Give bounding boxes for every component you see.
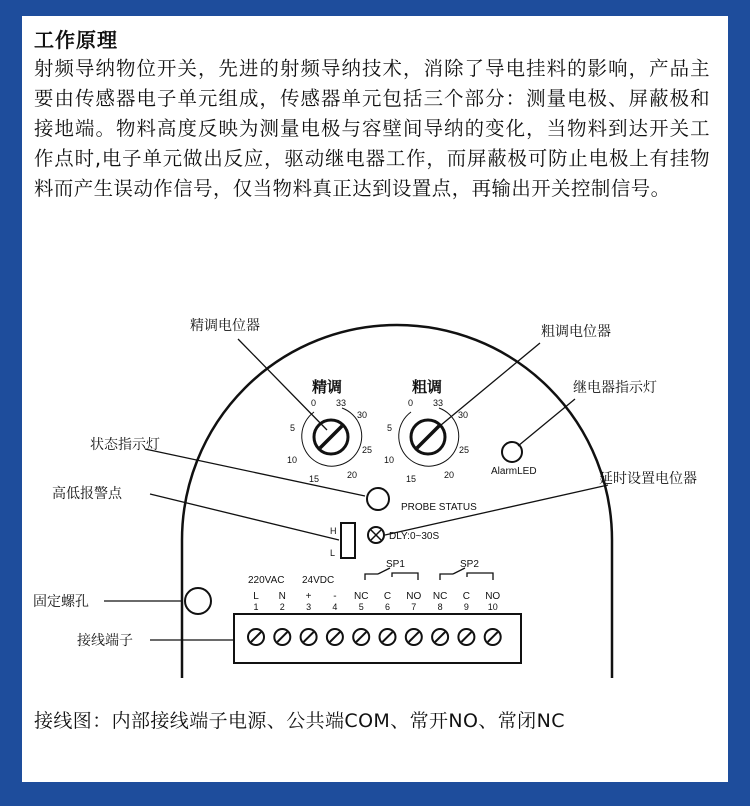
- callout-coarse-pot: 粗调电位器: [541, 324, 611, 340]
- delay-pot: [368, 527, 384, 543]
- probe-status-led: [367, 488, 389, 510]
- terminal-label: NO: [406, 591, 422, 602]
- terminal-screw-slot: [383, 632, 393, 642]
- coarse-scale-label: 30: [458, 410, 469, 420]
- terminal-6: [380, 591, 396, 645]
- terminal-screw-slot: [304, 632, 314, 642]
- terminal-8: [432, 591, 448, 645]
- housing-outline: [182, 325, 612, 678]
- mount-hole: [185, 588, 211, 614]
- fine-scale-label: 10: [287, 455, 298, 465]
- terminal-4: [327, 591, 343, 645]
- terminal-screw-slot: [461, 632, 471, 642]
- coarse-scale-label: 25: [459, 445, 470, 455]
- h-label: H: [330, 526, 337, 536]
- terminal-screw-slot: [356, 632, 366, 642]
- terminal-number: 6: [384, 602, 391, 612]
- coarse-scale-label: 10: [384, 455, 395, 465]
- callout-mount-hole: 固定螺孔: [33, 594, 89, 610]
- terminal-label: N: [278, 591, 286, 602]
- callout-hl-alarm: 高低报警点: [52, 486, 122, 502]
- terminal-label: -: [333, 591, 337, 602]
- sp1-label: SP1: [386, 559, 405, 570]
- fine-scale-label: 30: [357, 410, 368, 420]
- description-paragraph: 射频导纳物位开关，先进的射频导纳技术，消除了导电挂料的影响，产品主要由传感器电子单元组成，传感器单元包括三个部分：测量电极、屏蔽极和接地端。物料高度反映为测量电极与容壁间导纳的变化，当物料到达开关工作点时,电子单元做出反应，驱动继电器工作，而屏蔽极可防止电极上有挂物料而产生误动作信号，仅当物料真正达到设置点，再输出开关控制信号。: [34, 57, 710, 200]
- terminal-number: 7: [411, 602, 417, 612]
- fine-scale-label: 20: [347, 470, 358, 480]
- fine-scale-label: 33: [336, 398, 347, 408]
- terminal-number: 2: [279, 602, 285, 612]
- sp2-label: SP2: [460, 559, 479, 570]
- hl-switch: [341, 523, 355, 558]
- callout-status-led: 状态指示灯: [90, 437, 160, 453]
- coarse-scale-label: 15: [406, 474, 417, 484]
- terminal-number: 5: [358, 602, 364, 612]
- terminal-label: NO: [485, 591, 501, 602]
- callout-delay-pot: 延时设置电位器: [599, 471, 697, 487]
- terminal-9: [458, 591, 474, 645]
- terminal-number: 9: [463, 602, 469, 612]
- terminal-1: [248, 591, 264, 645]
- callout-relay-led: 继电器指示灯: [573, 380, 657, 396]
- wiring-caption: 接线图：内部接线端子电源、公共端COM、常开NO、常闭NC: [34, 710, 565, 732]
- terminal-label: C: [462, 591, 471, 602]
- coarse-scale-label: 0: [408, 398, 414, 408]
- l-label: L: [330, 548, 336, 558]
- terminal-screw-slot: [251, 632, 261, 642]
- fine-knob-title: 精调: [312, 378, 343, 396]
- terminal-number: 10: [487, 602, 498, 612]
- fine-scale-label: 5: [290, 423, 296, 433]
- terminal-number: 1: [253, 602, 259, 612]
- terminal-screw-slot: [488, 632, 498, 642]
- terminal-number: 4: [332, 602, 338, 612]
- delay-label: DLY:0~30S: [389, 531, 440, 542]
- alarm-led-label: AlarmLED: [491, 466, 537, 477]
- terminal-label: +: [305, 591, 312, 602]
- terminal-screw-slot: [409, 632, 419, 642]
- fine-scale-label: 15: [309, 474, 320, 484]
- terminal-screw-slot: [277, 632, 287, 642]
- terminal-label: C: [383, 591, 392, 602]
- terminal-2: [274, 591, 290, 645]
- terminal-block: [234, 614, 521, 663]
- terminal-label: NC: [353, 591, 369, 602]
- callout-terminal: 接线端子: [77, 633, 133, 649]
- terminal-5: [353, 591, 369, 645]
- coarse-scale-label: 33: [433, 398, 444, 408]
- voltage-24-label: 24VDC: [302, 575, 335, 586]
- terminal-layer: [248, 591, 501, 645]
- terminal-10: [485, 591, 501, 645]
- fine-knob: [302, 408, 362, 466]
- voltage-220-label: 220VAC: [248, 575, 285, 586]
- terminal-number: 3: [306, 602, 312, 612]
- terminal-number: 8: [437, 602, 443, 612]
- coarse-scale-label: 20: [444, 470, 455, 480]
- fine-scale-label: 25: [362, 445, 373, 455]
- coarse-knob: [399, 408, 459, 466]
- terminal-label: NC: [432, 591, 448, 602]
- terminal-3: [301, 591, 317, 645]
- terminal-7: [406, 591, 422, 645]
- fine-scale-label: 0: [311, 398, 317, 408]
- probe-status-label: PROBE STATUS: [401, 502, 477, 513]
- terminal-screw-slot: [435, 632, 445, 642]
- terminal-screw-slot: [330, 632, 340, 642]
- section-title: 工作原理: [34, 28, 118, 52]
- callout-fine-pot: 精调电位器: [190, 318, 260, 334]
- coarse-knob-title: 粗调: [412, 378, 443, 396]
- terminal-label: L: [253, 591, 259, 602]
- coarse-scale-label: 5: [387, 423, 393, 433]
